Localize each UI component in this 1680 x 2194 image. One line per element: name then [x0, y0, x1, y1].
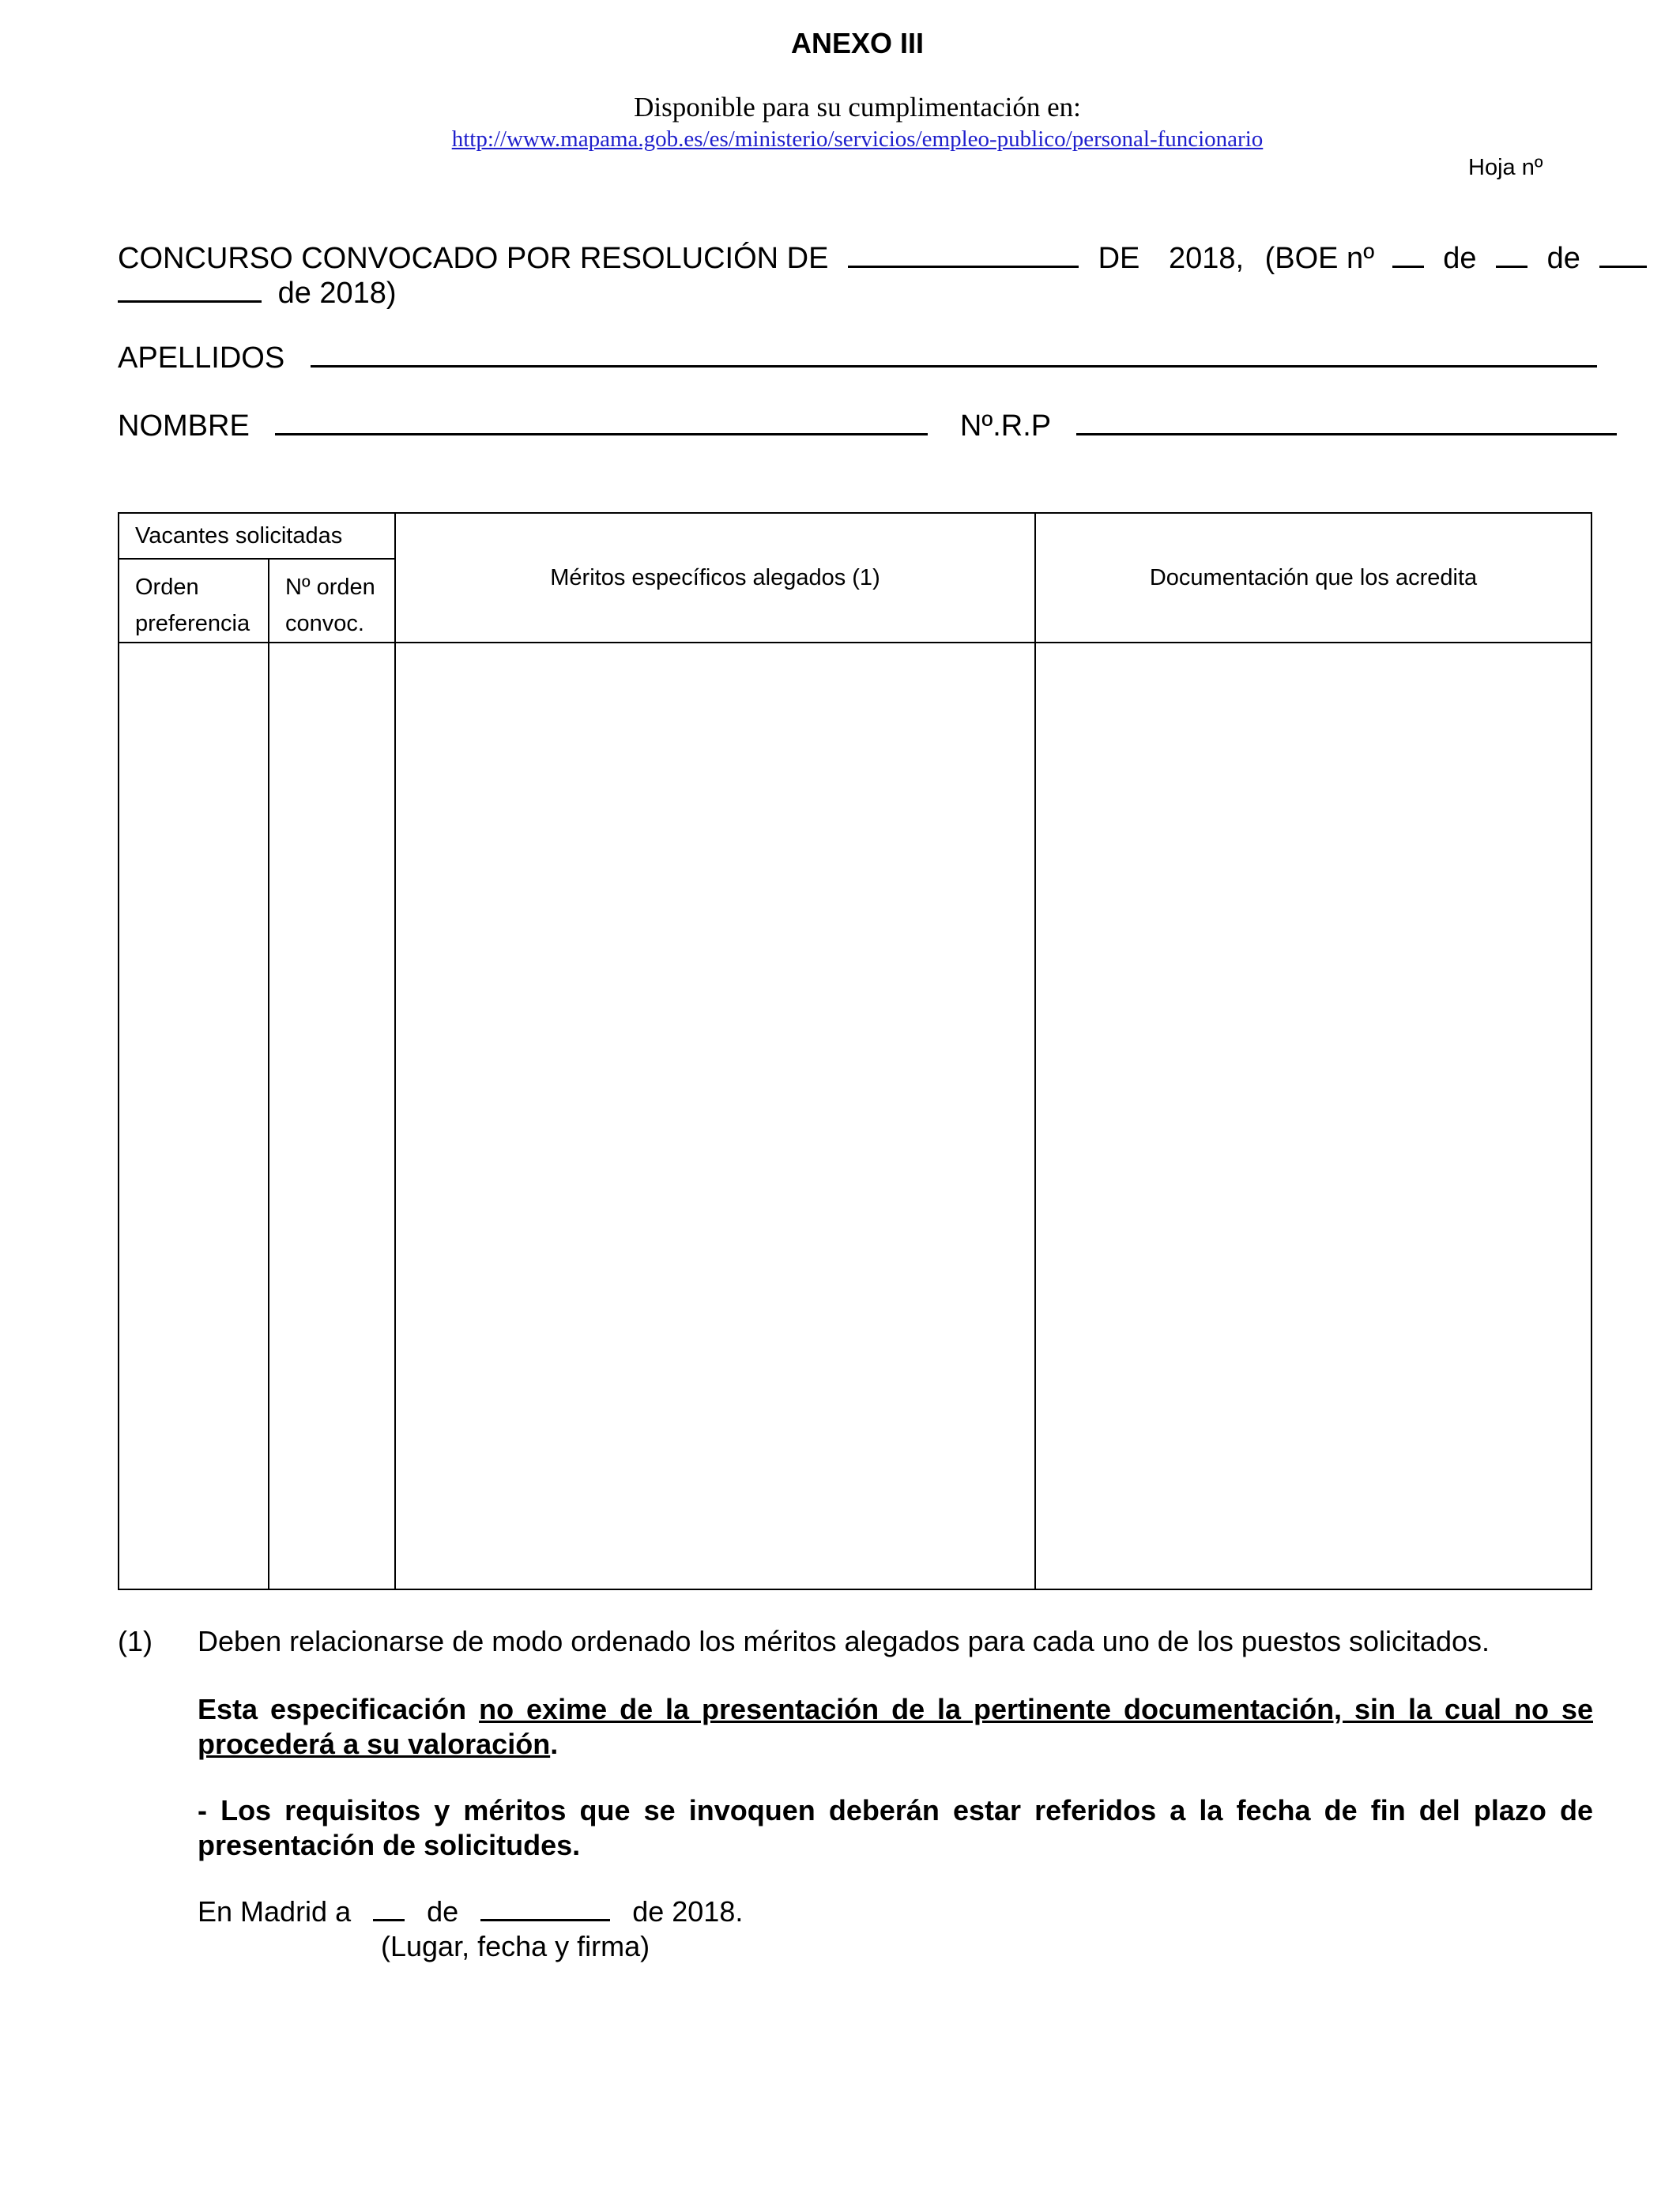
apellidos-field[interactable] — [311, 341, 1597, 368]
documentacion-header: Documentación que los acredita — [1035, 513, 1591, 643]
signature-caption: (Lugar, fecha y firma) — [381, 1930, 650, 1962]
boe-de-label: de — [1443, 242, 1477, 275]
meritos-cell[interactable] — [395, 643, 1035, 1589]
meritos-header: Méritos específicos alegados (1) — [395, 513, 1035, 643]
nrp-field[interactable] — [1076, 409, 1617, 435]
vacantes-header: Vacantes solicitadas — [119, 513, 395, 559]
boe-day-field[interactable] — [1496, 242, 1527, 268]
place-date-line — [198, 1895, 743, 1928]
availability-text: Disponible para su cumplimentación en: — [634, 92, 1081, 123]
page-title: ANEXO III — [790, 27, 925, 59]
boe-label: (BOE nº — [1264, 242, 1375, 275]
apellidos-label: APELLIDOS — [118, 341, 285, 375]
boe-number-field[interactable] — [1392, 242, 1424, 268]
month-field[interactable] — [480, 1897, 610, 1921]
date-year-label: de 2018. — [632, 1895, 744, 1928]
resolution-date-field[interactable] — [848, 242, 1079, 268]
form-url-link[interactable]: http://www.mapama.gob.es/es/ministerio/servicios/empleo-publico/personal-funcionario — [451, 126, 1264, 152]
merits-table — [118, 512, 1592, 1590]
date-de-label: de — [427, 1895, 459, 1928]
boe-month-field-start[interactable] — [1599, 242, 1647, 268]
place-label: En Madrid a — [198, 1895, 352, 1928]
boe-de2-label: de — [1546, 242, 1580, 275]
day-field[interactable] — [373, 1897, 405, 1921]
note-3-line-1: - Los requisitos y méritos que se invoquen deberán estar referidos a la fecha de fin del plazo de — [198, 1794, 1593, 1826]
note-1: Deben relacionarse de modo ordenado los méritos alegados para cada uno de los puestos solicitados. — [198, 1625, 1490, 1657]
nombre-field[interactable] — [275, 409, 928, 435]
nombre-row — [118, 409, 1617, 443]
orden-convoc-cell[interactable] — [269, 643, 395, 1589]
nombre-label: NOMBRE — [118, 409, 250, 443]
orden-preferencia-header: Orden preferencia — [119, 559, 269, 643]
concurso-year-end: de 2018) — [277, 277, 397, 310]
note-2-line-2: procederá a su valoración. — [198, 1728, 559, 1760]
apellidos-row — [118, 341, 1597, 375]
concurso-line — [118, 242, 1595, 276]
nrp-label: Nº.R.P — [959, 409, 1051, 443]
concurso-label: CONCURSO CONVOCADO POR RESOLUCIÓN DE — [118, 242, 829, 275]
concurso-year-label: 2018, — [1168, 242, 1245, 275]
note-2-line-1: Esta especificación no exime de la presentación de la pertinente documentación, sin la cual no se — [198, 1693, 1593, 1725]
sheet-number-label: Hoja nº — [1468, 155, 1543, 180]
documentacion-cell[interactable] — [1035, 643, 1591, 1589]
boe-month-field[interactable] — [118, 277, 262, 303]
note-marker: (1) — [118, 1625, 153, 1657]
concurso-line-2 — [118, 277, 397, 311]
concurso-de-label: DE — [1098, 242, 1140, 275]
note-3-line-2: presentación de solicitudes. — [198, 1829, 581, 1861]
orden-convoc-header: Nº orden convoc. — [269, 559, 395, 643]
orden-preferencia-cell[interactable] — [119, 643, 269, 1589]
